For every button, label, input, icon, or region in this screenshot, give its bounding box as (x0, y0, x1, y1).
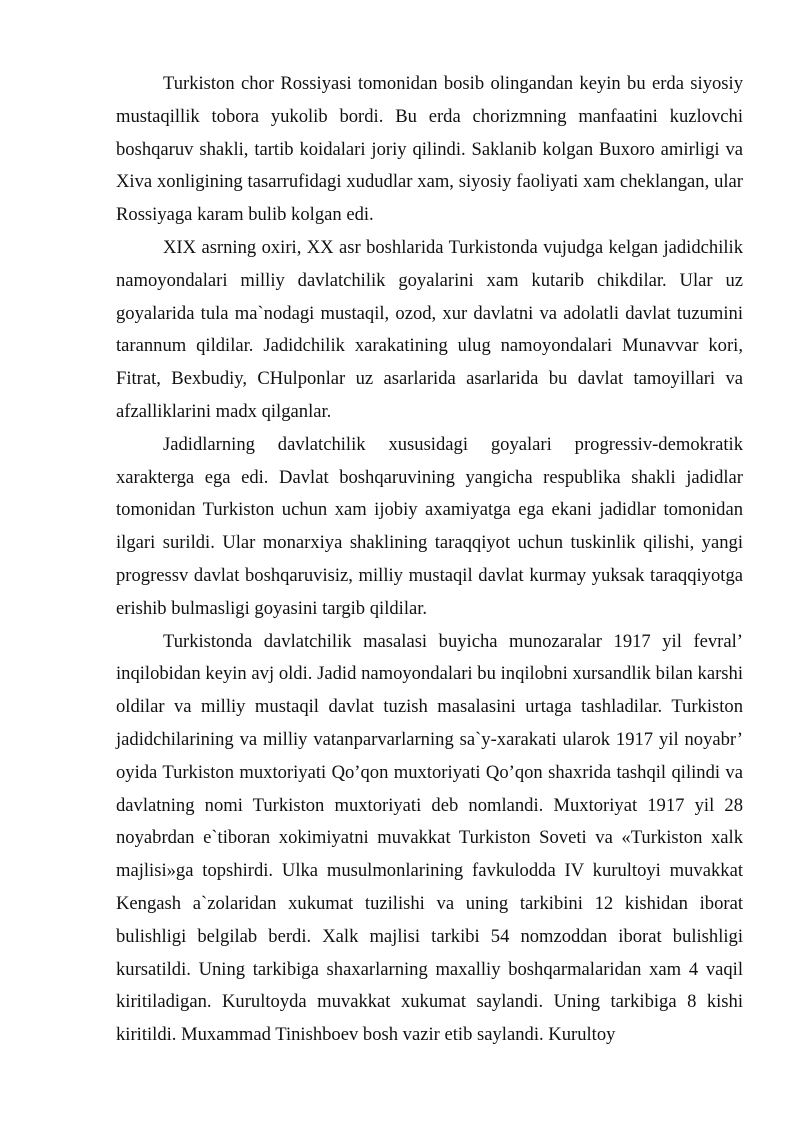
paragraph: Turkistonda davlatchilik masalasi buyicha munozaralar 1917 yil fevral’ inqilobidan keyin avj oldi. Jadid namoyondalari bu inqilobni xursandlik bilan karshi oldilar va milliy mustaqil davlat tuzish masalasini urtaga tashladilar. Turkiston jadidchilarining va milliy vatanparvarlarning sa`y-xarakati ularok 1917 yil noyabr’ oyida Turkiston muxtoriyati Qo’qon muxtoriyati Qo’qon shaxrida tashqil qilindi va davlatning nomi Turkiston muxtoriyati deb nomlandi. Muxtoriyat 1917 yil 28 noyabrdan e`tiboran xokimiyatni muvakkat Turkiston Soveti va «Turkiston xalk majlisi»ga topshirdi. Ulka musulmonlarining favkulodda IV kurultoyi muvakkat Kengash a`zolaridan xukumat tuzilishi va uning tarkibini 12 kishidan iborat bulishligi belgilab berdi. Xalk majlisi tarkibi 54 nomzoddan iborat bulishligi kursatildi. Uning tarkibiga shaxarlarning maxalliy boshqarmalaridan xam 4 vaqil kiritiladigan. Kurultoyda muvakkat xukumat saylandi. Uning tarkibiga 8 kishi kiritildi. Muxammad Tinishboev bosh vazir etib saylandi. Kurultoy (116, 630, 743, 1046)
paragraph: Turkiston chor Rossiyasi tomonidan bosib olingandan keyin bu erda siyosiy mustaqillik tobora yukolib bordi. Bu erda chorizmning manfaatini kuzlovchi boshqaruv shakli, tartib koidalari joriy qilindi. Saklanib kolgan Buxoro amirligi va Xiva xonligining tasarrufidagi xududlar xam, siyosiy faoliyati xam cheklangan, ular Rossiyaga karam bulib kolgan edi. (116, 73, 743, 226)
document-page (116, 68, 743, 1052)
paragraph: XIX asrning oxiri, XX asr boshlarida Turkistonda vujudga kelgan jadidchilik namoyondalari milliy davlatchilik goyalarini xam kutarib chikdilar. Ular uz goyalarida tula ma`nodagi mustaqil, ozod, xur davlatni va adolatli davlat tuzumini tarannum qildilar. Jadidchilik xarakatining ulug namoyondalari Munavvar kori, Fitrat, Bexbudiy, CHulponlar uz asarlarida asarlarida bu davlat tamoyillari va afzalliklarini madx qilganlar. (116, 236, 743, 422)
paragraph: Jadidlarning davlatchilik xususidagi goyalari progressiv-demokratik xarakterga ega edi. Davlat boshqaruvining yangicha respublika shakli jadidlar tomonidan Turkiston uchun xam ijobiy axamiyatga ega ekani jadidlar tomonidan ilgari surildi. Ular monarxiya shaklining taraqqiyot uchun tuskinlik qilishi, yangi progressv davlat boshqaruvisiz, milliy mustaqil davlat kurmay yuksak taraqqiyotga erishib bulmasligi goyasini targib qildilar. (116, 433, 743, 619)
